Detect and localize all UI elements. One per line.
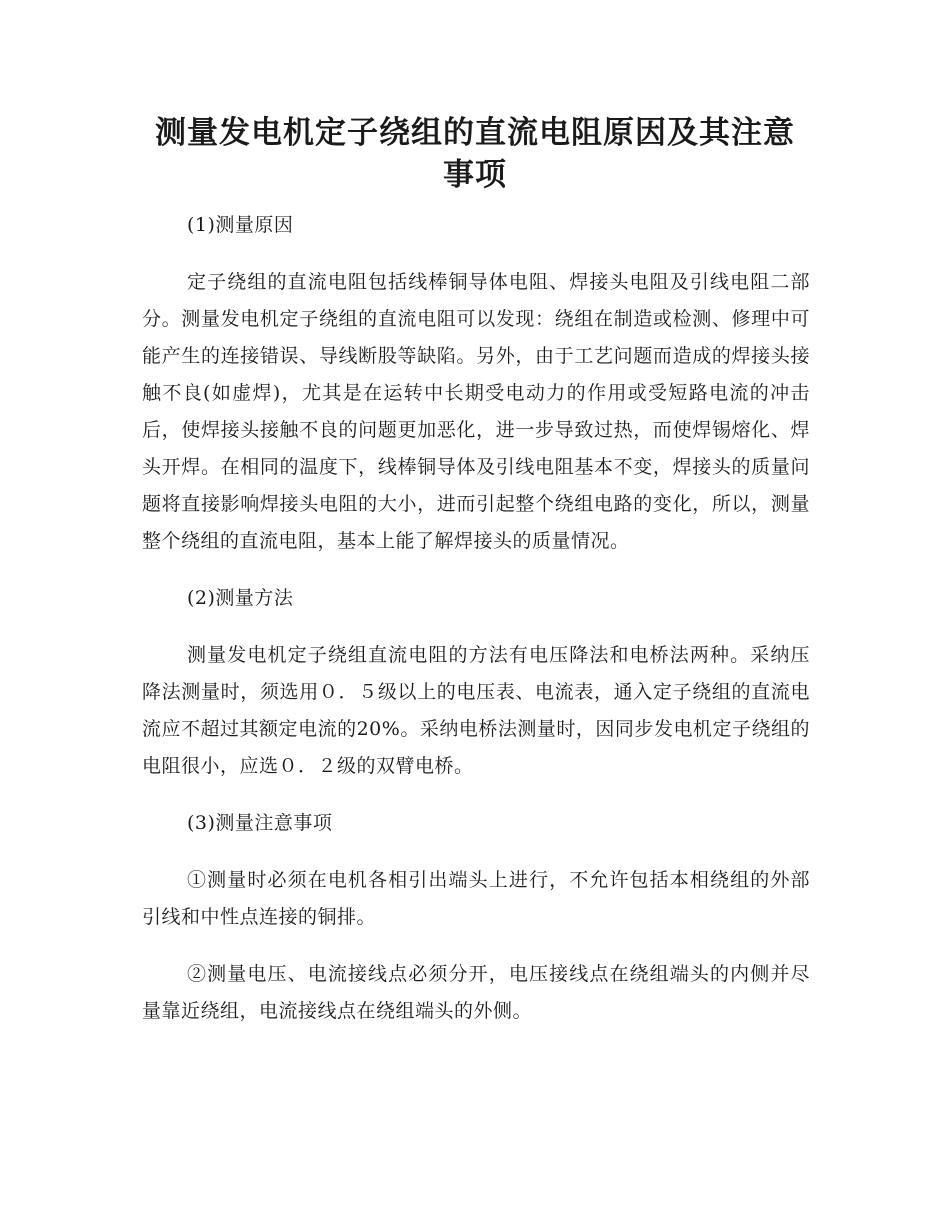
- document-body: [142, 207, 810, 1050]
- paragraph: 定子绕组的直流电阻包括线棒铜导体电阻、焊接头电阻及引线电阻二部分。测量发电机定子绕组的直流电阻可以发现：绕组在制造或检测、修理中可能产生的连接错误、导线断股等缺陷。另外，由于工艺问题而造成的焊接头接触不良(如虚焊)，尤其是在运转中长期受电动力的作用或受短路电流的冲击后，使焊接头接触不良的问题更加恶化，进一步导致过热，而使焊锡熔化、焊头开焊。在相同的温度下，线棒铜导体及引线电阻基本不变，焊接头的质量问题将直接影响焊接头电阻的大小，进而引起整个绕组电路的变化，所以，测量整个绕组的直流电阻，基本上能了解焊接头的质量情况。: [142, 271, 810, 552]
- section-heading: (3)测量注意事项: [187, 812, 333, 834]
- paragraph: 测量发电机定子绕组直流电阻的方法有电压降法和电桥法两种。采纳压降法测量时，须选用０．５级以上的电压表、电流表，通入定子绕组的直流电流应不超过其额定电流的20%。采纳电桥法测量时，因同步发电机定子绕组的电阻很小，应选０．２级的双臂电桥。: [142, 644, 810, 777]
- document-title: 测量发电机定子绕组的直流电阻原因及其注意事项: [155, 115, 795, 193]
- paragraph: ①测量时必须在电机各相引出端头上进行，不允许包括本相绕组的外部引线和中性点连接的铜排。: [142, 869, 810, 928]
- section-heading: (2)测量方法: [187, 587, 294, 609]
- section-heading: (1)测量原因: [187, 214, 294, 236]
- paragraph: ②测量电压、电流接线点必须分开，电压接线点在绕组端头的内侧并尽量靠近绕组，电流接线点在绕组端头的外侧。: [142, 963, 810, 1022]
